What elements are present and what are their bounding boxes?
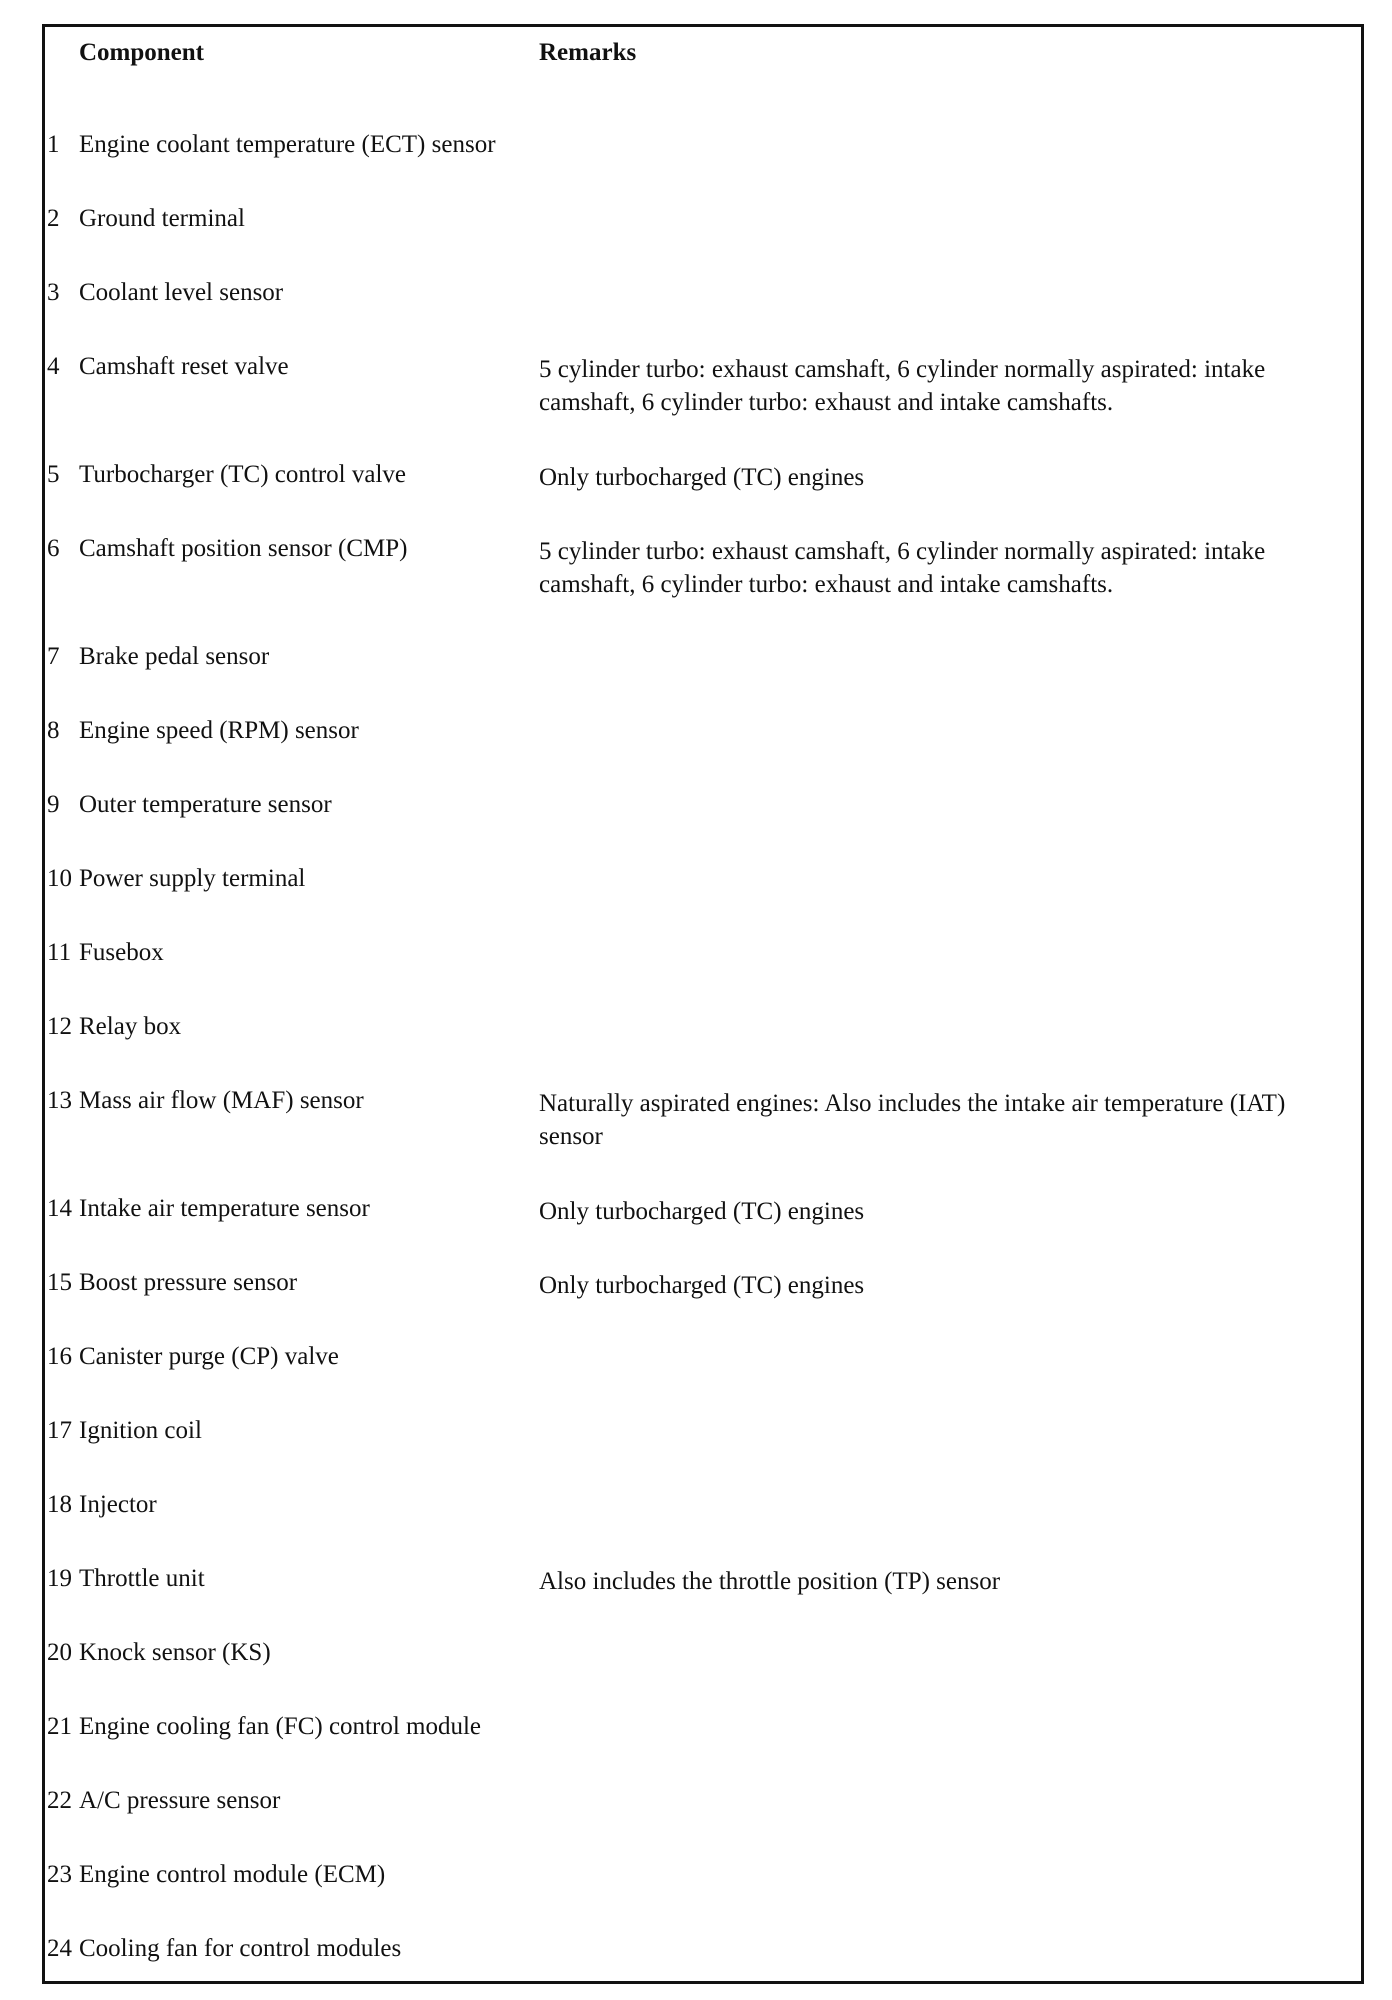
table-row <box>45 841 1361 915</box>
table-row <box>45 693 1361 767</box>
table-row <box>45 1171 1361 1245</box>
row-number: 22 <box>47 1787 72 1814</box>
remarks-cell: Naturally aspirated engines: Also includes the intake air temperature (IAT) sensor <box>539 1090 1286 1150</box>
component-cell: Camshaft position sensor (CMP) <box>79 535 408 562</box>
component-cell: Canister purge (CP) valve <box>79 1343 339 1370</box>
component-cell: Cooling fan for control modules <box>79 1935 402 1962</box>
component-cell: Brake pedal sensor <box>79 643 270 670</box>
table-row <box>45 329 1361 437</box>
row-number: 14 <box>47 1195 72 1222</box>
component-cell: Knock sensor (KS) <box>79 1639 271 1666</box>
table-row <box>45 1245 1361 1319</box>
row-number: 11 <box>47 939 72 966</box>
remarks-cell: 5 cylinder turbo: exhaust camshaft, 6 cylinder normally aspirated: intake camshaft, 6 cylinder turbo: exhaust and intake camshafts. <box>539 356 1266 416</box>
component-cell: Ignition coil <box>79 1417 202 1444</box>
remarks-cell: Only turbocharged (TC) engines <box>539 464 865 491</box>
table-row <box>45 1541 1361 1615</box>
component-cell: Turbocharger (TC) control valve <box>79 461 407 488</box>
row-number: 16 <box>47 1343 72 1370</box>
table-row <box>45 767 1361 841</box>
remarks-cell: 5 cylinder turbo: exhaust camshaft, 6 cylinder normally aspirated: intake camshaft, 6 cylinder turbo: exhaust and intake camshafts. <box>539 538 1266 598</box>
component-cell: Throttle unit <box>79 1565 205 1592</box>
table-row <box>45 1063 1361 1171</box>
row-number: 8 <box>47 717 60 744</box>
row-number: 23 <box>47 1861 72 1888</box>
row-number: 24 <box>47 1935 72 1962</box>
component-cell: A/C pressure sensor <box>79 1787 281 1814</box>
table-row <box>45 1689 1361 1763</box>
row-number: 20 <box>47 1639 72 1666</box>
table-row <box>45 437 1361 511</box>
component-cell: Outer temperature sensor <box>79 791 332 818</box>
row-number: 19 <box>47 1565 72 1592</box>
row-number: 2 <box>47 205 60 232</box>
table-row <box>45 1319 1361 1393</box>
table-row <box>45 107 1361 181</box>
component-cell: Engine cooling fan (FC) control module <box>79 1713 482 1740</box>
table-row <box>45 1393 1361 1467</box>
table-body <box>45 107 1361 1985</box>
row-number: 15 <box>47 1269 72 1296</box>
component-cell: Mass air flow (MAF) sensor <box>79 1087 364 1114</box>
row-number: 18 <box>47 1491 72 1518</box>
component-cell: Camshaft reset valve <box>79 353 289 380</box>
row-number: 1 <box>47 131 60 158</box>
component-cell: Power supply terminal <box>79 865 306 892</box>
table-row <box>45 1911 1361 1985</box>
component-cell: Coolant level sensor <box>79 279 284 306</box>
component-cell: Boost pressure sensor <box>79 1269 298 1296</box>
component-cell: Engine control module (ECM) <box>79 1861 386 1888</box>
row-number: 3 <box>47 279 60 306</box>
table-row <box>45 181 1361 255</box>
component-cell: Injector <box>79 1491 157 1518</box>
row-number: 9 <box>47 791 60 818</box>
component-cell: Engine speed (RPM) sensor <box>79 717 359 744</box>
component-cell: Engine coolant temperature (ECT) sensor <box>79 131 496 158</box>
row-number: 10 <box>47 865 72 892</box>
component-cell: Ground terminal <box>79 205 245 232</box>
row-number: 13 <box>47 1087 72 1114</box>
table-header <box>45 33 1361 73</box>
table-row <box>45 915 1361 989</box>
table-row <box>45 1467 1361 1541</box>
table-row <box>45 255 1361 329</box>
table-row <box>45 511 1361 619</box>
remarks-cell: Only turbocharged (TC) engines <box>539 1198 865 1225</box>
row-number: 21 <box>47 1713 72 1740</box>
component-cell: Intake air temperature sensor <box>79 1195 370 1222</box>
component-cell: Fusebox <box>79 939 164 966</box>
table-row <box>45 1837 1361 1911</box>
table-row <box>45 1615 1361 1689</box>
component-cell: Relay box <box>79 1013 182 1040</box>
table-row <box>45 619 1361 693</box>
remarks-cell: Also includes the throttle position (TP) sensor <box>539 1568 1001 1595</box>
remarks-cell: Only turbocharged (TC) engines <box>539 1272 865 1299</box>
row-number: 7 <box>47 643 60 670</box>
remarks-column-header: Remarks <box>539 39 637 66</box>
component-column-header: Component <box>79 39 205 66</box>
row-number: 5 <box>47 461 60 488</box>
table-row <box>45 989 1361 1063</box>
row-number: 17 <box>47 1417 72 1444</box>
row-number: 6 <box>47 535 60 562</box>
row-number: 12 <box>47 1013 72 1040</box>
row-number: 4 <box>47 353 60 380</box>
component-table <box>42 24 1364 1984</box>
table-row <box>45 1763 1361 1837</box>
